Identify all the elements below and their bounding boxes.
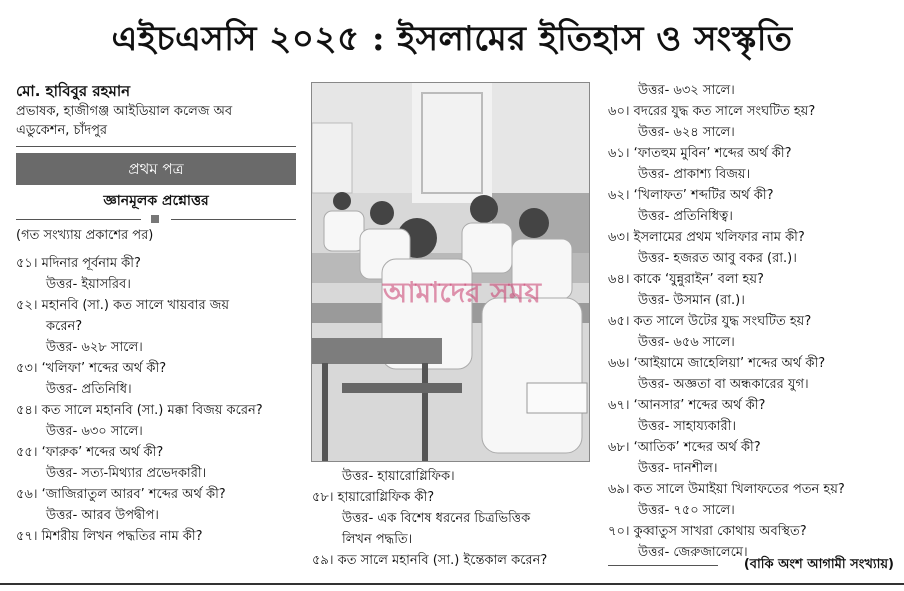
question: ৫৮। হায়ারোগ্লিফিক কী? (312, 490, 435, 505)
author-name: মো. হাবিবুর রহমান (16, 82, 131, 100)
answer: উত্তর- হজরত আবু বকর (রা.)। (638, 251, 797, 266)
bottom-rule (0, 583, 904, 585)
answer: উত্তর- ৬২৪ সালে। (638, 125, 735, 140)
question: ৫২। মহানবি (সা.) কত সালে খায়বার জয় (16, 298, 230, 313)
square-ornament-icon (151, 215, 159, 223)
question: ৫৬। ‘জাজিরাতুল আরব’ শব্দের অর্থ কী? (16, 487, 226, 502)
column-2 (312, 466, 590, 571)
qa-item (608, 101, 894, 143)
paper-label-bar: প্রথম পত্র (16, 153, 296, 185)
question: ৬৩। ইসলামের প্রথম খলিফার নাম কী? (608, 230, 805, 245)
qa-item (608, 227, 894, 269)
answer: উত্তর- প্রাকাশ্য বিজয়। (638, 167, 751, 182)
question: ৫৪। কত সালে মহানবি (সা.) মক্কা বিজয় করেন? (16, 403, 263, 418)
question: ৫৫। ‘ফারুক’ শব্দের অর্থ কী? (16, 445, 164, 460)
answer: উত্তর- ৬৩২ সালে। (638, 83, 735, 98)
question-continuation: করেন? (46, 319, 83, 334)
answer: উত্তর- এক বিশেষ ধরনের চিত্রভিত্তিক (342, 511, 531, 526)
question: ৫৭। মিশরীয় লিখন পদ্ধতির নাম কী? (16, 529, 203, 544)
question: ৫৩। ‘খলিফা’ শব্দের অর্থ কী? (16, 361, 167, 376)
qa-item (608, 479, 894, 521)
question: ৫৯। কত সালে মহানবি (সা.) ইন্তেকাল করেন? (312, 553, 548, 568)
answer: উত্তর- ৬২৮ সালে। (46, 340, 143, 355)
answer: উত্তর- উসমান (রা.)। (638, 293, 745, 308)
author-affiliation-line-1: প্রভাষক, হাজীগঞ্জ আইডিয়াল কলেজ অব (16, 104, 233, 119)
question: ৬৯। কত সালে উমাইয়া খিলাফতের পতন হয়? (608, 482, 845, 497)
divider-rule (16, 146, 296, 147)
qa-item (608, 437, 894, 479)
qa-item (608, 269, 894, 311)
answer: উত্তর- প্রতিনিধিত্ব। (638, 209, 733, 224)
end-note (608, 554, 894, 576)
column-1 (16, 80, 296, 547)
author-affiliation-line-2: এডুকেশন, চাঁদপুর (16, 123, 108, 138)
question: ৬৫। কত সালে উটের যুদ্ধ সংঘটিত হয়? (608, 314, 812, 329)
question: ৫১। মদিনার পূর্বনাম কী? (16, 256, 141, 271)
watermark: আমাদের সময় (383, 276, 541, 309)
section-title: জ্ঞানমূলক প্রশ্নোত্তর (103, 193, 209, 209)
end-note-rule (608, 565, 718, 566)
question: ৬৭। ‘আনসার’ শব্দের অর্থ কী? (608, 398, 766, 413)
answer: উত্তর- ইয়াসরিব। (46, 277, 131, 292)
answer-continuation: লিখন পদ্ধতি। (342, 532, 413, 547)
qa-item (608, 353, 894, 395)
question: ৬০। বদরের যুদ্ধ কত সালে সংঘটিত হয়? (608, 104, 816, 119)
answer: উত্তর- ৭৫০ সালে। (638, 503, 735, 518)
answer: উত্তর- ৬৫৬ সালে। (638, 335, 735, 350)
question: ৬১। ‘ফাতহুম মুবিন’ শব্দের অর্থ কী? (608, 146, 792, 161)
question: ৬৬। ‘আইয়ামে জাহেলিয়া’ শব্দের অর্থ কী? (608, 356, 826, 371)
qa-item (16, 484, 296, 526)
answer: উত্তর- সাহায্যকারী। (638, 419, 736, 434)
question: ৭০। কুব্বাতুস সাখরা কোথায় অবস্থিত? (608, 524, 807, 539)
qa-item (16, 400, 296, 442)
question: ৬২। ‘খিলাফত’ শব্দটির অর্থ কী? (608, 188, 774, 203)
end-note-text: (বাকি অংশ আগামী সংখ্যায়) (743, 557, 894, 572)
qa-item (608, 311, 894, 353)
qa-item (608, 143, 894, 185)
column-3 (608, 80, 894, 563)
answer: উত্তর- সত্য-মিথ্যার প্রভেদকারী। (46, 466, 207, 481)
answer: উত্তর- আরব উপদ্বীপ। (46, 508, 159, 523)
answer: উত্তর- প্রতিনিধি। (46, 382, 132, 397)
qa-item (608, 395, 894, 437)
qa-item (16, 295, 296, 358)
qa-item (16, 442, 296, 484)
answer: উত্তর- জেরুজালেমে। (638, 545, 748, 560)
answer: উত্তর- হায়ারোগ্লিফিক। (342, 469, 455, 484)
answer: উত্তর- দানশীল। (638, 461, 718, 476)
ornament-divider (16, 213, 296, 225)
question: ৬৪। কাকে ‘যুন্নুরাইন’ বলা হয়? (608, 272, 764, 287)
answer: উত্তর- ৬৩০ সালে। (46, 424, 143, 439)
answer: উত্তর- অজ্ঞতা বা অন্ধকারের যুগ। (638, 377, 809, 392)
qa-item (16, 526, 296, 547)
exam-hall-photo (311, 82, 590, 462)
qa-item (608, 185, 894, 227)
qa-item (16, 358, 296, 400)
qa-item (16, 253, 296, 295)
continuation-note: (গত সংখ্যায় প্রকাশের পর) (16, 228, 154, 243)
headline: এইচএসসি ২০২৫ : ইসলামের ইতিহাস ও সংস্কৃতি (111, 19, 793, 59)
question: ৬৮। ‘আতিক’ শব্দের অর্থ কী? (608, 440, 761, 455)
